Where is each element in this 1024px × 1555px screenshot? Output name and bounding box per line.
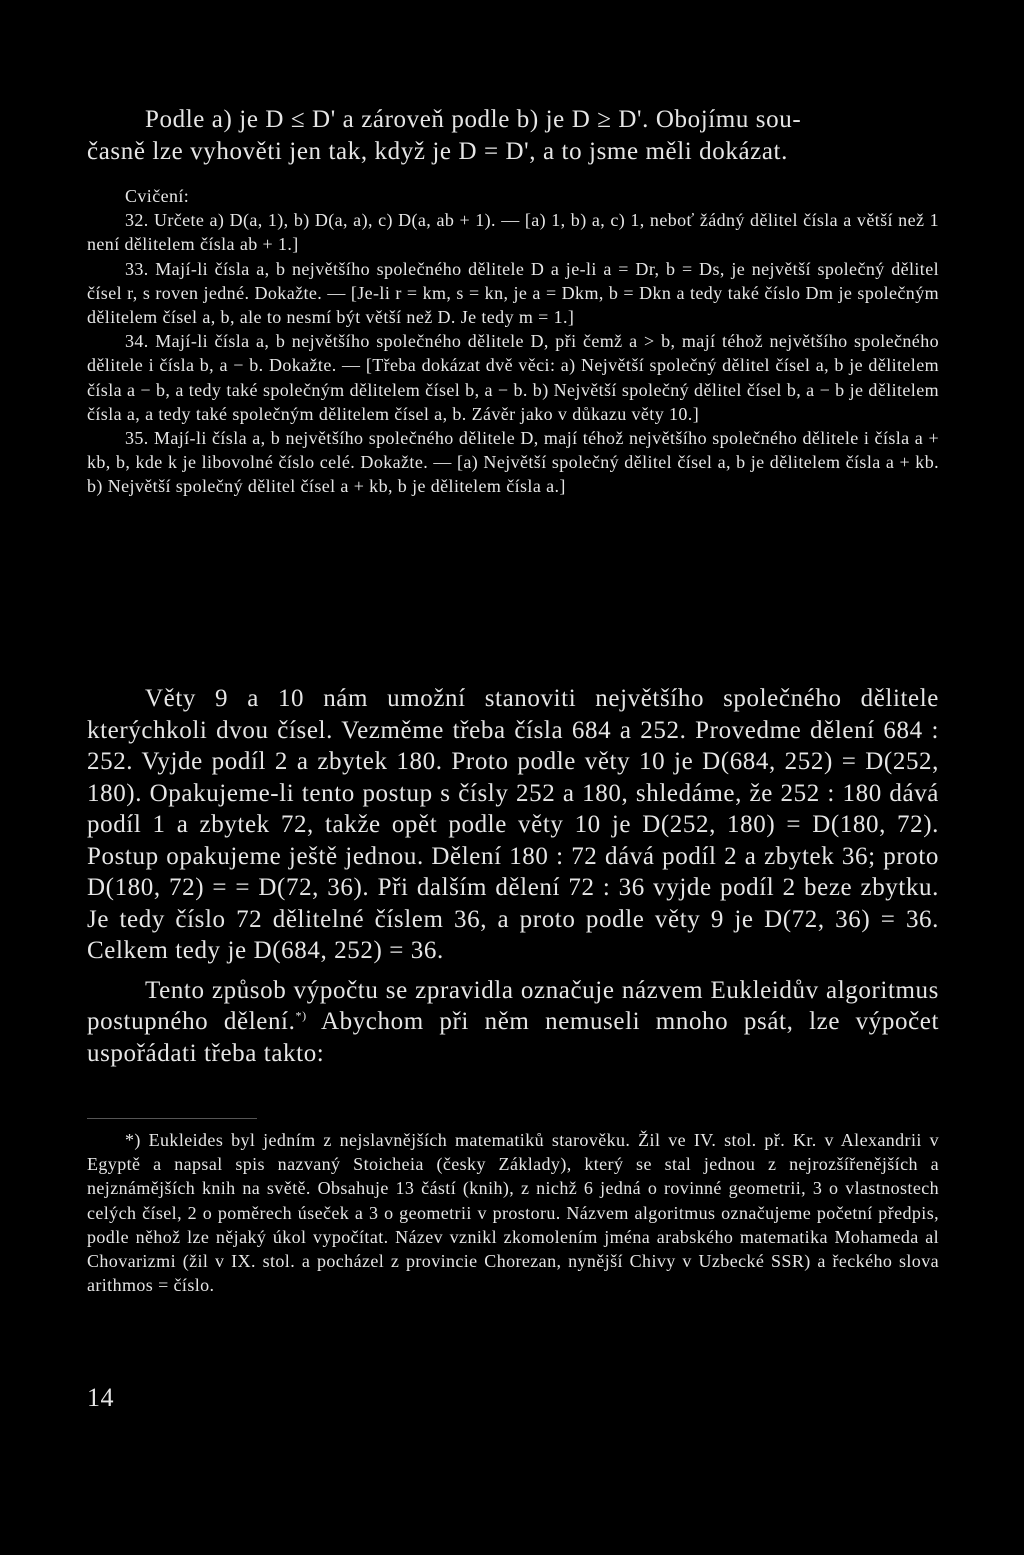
footnote <box>87 1128 939 1297</box>
main-text <box>87 683 939 1069</box>
paragraph-2-start: Tento způsob výpočtu se zpravidla označuje názvem Eukleidův algoritmus postupného dělení. <box>87 976 939 1035</box>
main-paragraph-2 <box>87 975 939 1070</box>
proof-line-1: Podle a) je D ≤ D' a zároveň podle b) je D ≥ D'. Obojímu sou- <box>145 106 802 133</box>
paragraph-2-end: Abychom při něm nemuseli mnoho psát, lze výpočet uspořádati třeba takto: <box>87 1008 940 1067</box>
exercise-35: 35. Mají-li čísla a, b největšího společného dělitele D, mají téhož největšího společného dělitele i čísla a + kb, b, kde k je libovolné číslo celé. Dokažte. — [a) Největší společný dělitel čísel a, b je dělitelem čísla a + kb. b) Největší společný dělitel čísel a + kb, b je dělitelem čísla a.] <box>87 428 939 497</box>
exercises-heading: Cvičení: <box>125 186 190 206</box>
exercises-section <box>87 184 939 499</box>
page-number: 14 <box>87 1383 114 1412</box>
footnote-rule <box>87 1118 257 1119</box>
exercise-32: 32. Určete a) D(a, 1), b) D(a, a), c) D(a, ab + 1). — [a) 1, b) a, c) 1, neboť žádný dělitel čísla a větší než 1 není dělitelem čísla ab + 1.] <box>87 210 939 255</box>
proof-conclusion <box>87 104 939 167</box>
exercise-34: 34. Mají-li čísla a, b největšího společného dělitele D, při čemž a > b, mají téhož největšího společného dělitele i čísla b, a − b. Dokažte. — [Třeba dokázat dvě věci: a) Největší společný dělitel čísel a, b je dělitelem čísla a − b, a tedy také společným dělitelem čísel b, a − b. b) Největší společný dělitel čísel b, a − b je dělitelem čísla a, a tedy také společným dělitelem čísel a, b. Závěr jako v důkazu věty 10.] <box>87 331 939 424</box>
footnote-marker: *) <box>295 1008 307 1023</box>
proof-line-2: časně lze vyhověti jen tak, když je D = D', a to jsme měli dokázat. <box>87 137 788 165</box>
main-paragraph-1: Věty 9 a 10 nám umožní stanoviti největšího společného dělitele kterýchkoli dvou čísel. Vezměme třeba čísla 684 a 252. Provedme dělení 684 : 252. Vyjde podíl 2 a zbytek 180. Proto podle věty 10 je D(684, 252) = D(252, 180). Opakujeme-li tento postup s čísly 252 a 180, shledáme, že 252 : 180 dává podíl 1 a zbytek 72, takže opět podle věty 10 je D(252, 180) = D(180, 72). Postup opakujeme ještě jednou. Dělení 180 : 72 dává podíl 2 a zbytek 36; proto D(180, 72) = = D(72, 36). Při dalším dělení 72 : 36 vyjde podíl 2 beze zbytku. Je tedy číslo 72 dělitelné číslem 36, a proto podle věty 9 je D(72, 36) = 36. Celkem tedy je D(684, 252) = 36. <box>87 685 939 964</box>
footnote-text: *) Eukleides byl jedním z nejslavnějších matematiků starověku. Žil ve IV. stol. př. Kr. v Alexandrii v Egyptě a napsal spis nazvaný Stoicheia (česky Základy), který se stal jednou z nejrozšířenějších a nejznámějších knih na světě. Obsahuje 13 částí (knih), z nichž 6 jedná o rovinné geometrii, 3 o vlastnostech celých čísel, 2 o poměrech úseček a 3 o geometrii v prostoru. Názvem algoritmus označujeme početní předpis, podle něhož lze nějaký úkol vypočítat. Název vznikl zkomolením jména arabského matematika Mohameda al Chovarizmi (žil v IX. stol. a pocházel z provincie Chorezan, nynější Chivy v Uzbecké SSR) a řeckého slova arithmos = číslo. <box>87 1130 939 1296</box>
exercise-33: 33. Mají-li čísla a, b největšího společného dělitele D a je-li a = Dr, b = Ds, je největší společný dělitel čísel r, s roven jedné. Dokažte. — [Je-li r = km, s = kn, je a = Dkm, b = Dkn a tedy také číslo Dm je společným dělitelem čísel a, b, ale to nesmí být větší než D. Je tedy m = 1.] <box>87 258 939 328</box>
